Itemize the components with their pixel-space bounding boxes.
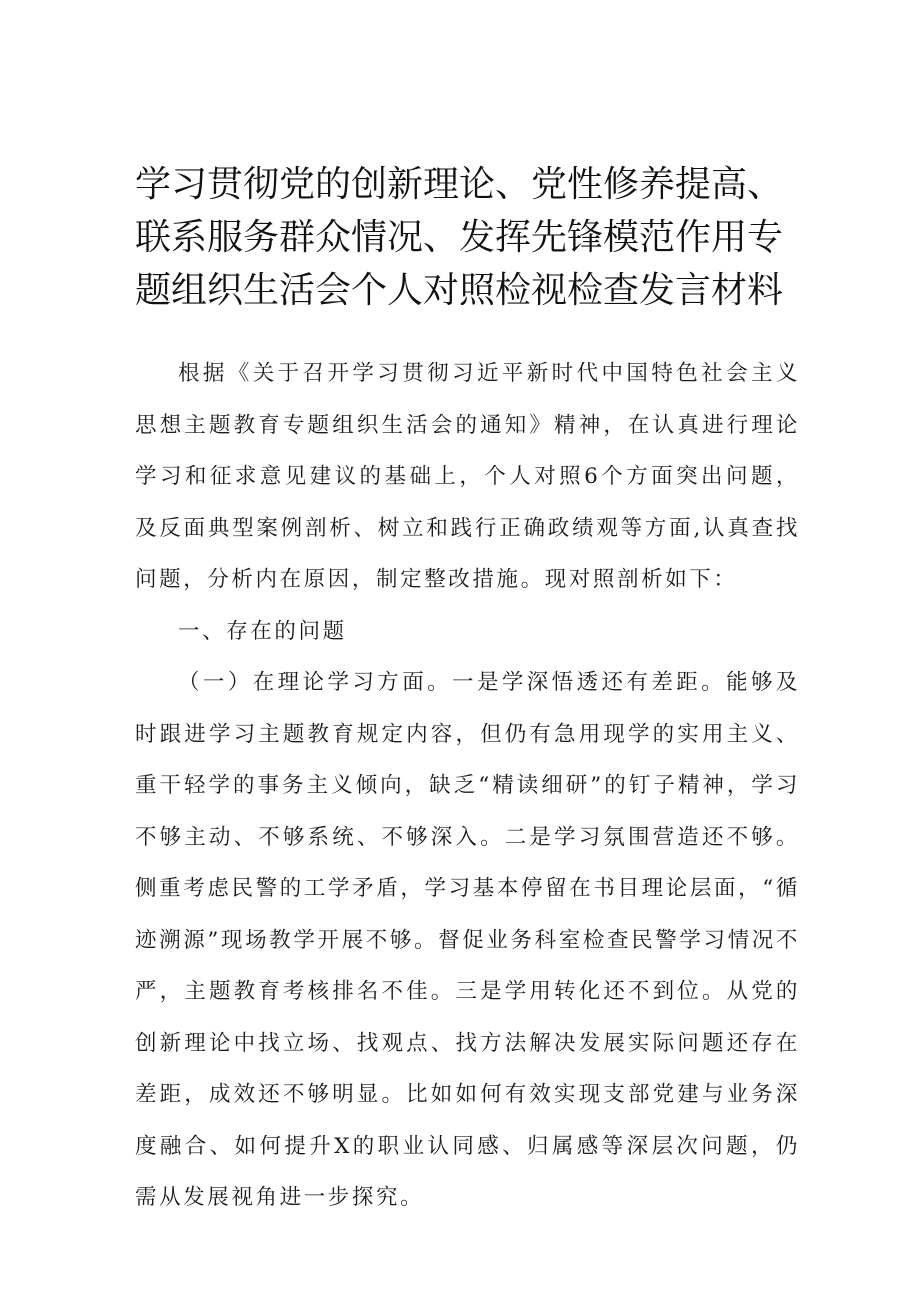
theory-study-paragraph: （一）在理论学习方面。一是学深悟透还有差距。能够及时跟进学习主题教育规定内容，但仍有急用现学的实用主义、重干轻学的事务主义倾向，缺乏“精读细研”的钉子精神，学习不够主动、不够系统、不够深入。二是学习氛围营造还不够。侧重考虑民警的工学矛盾，学习基本停留在书目理论层面，“循迹溯源”现场教学开展不够。督促业务科室检查民警学习情况不严，主题教育考核排名不佳。三是学用转化还不到位。从党的创新理论中找立场、找观点、找方法解决发展实际问题还存在差距，成效还不够明显。比如如何有效实现支部党建与业务深度融合、如何提升X的职业认同感、归属感等深层次问题，仍需从发展视角进一步探究。: [135, 670, 800, 1210]
document-title: 学习贯彻党的创新理论、党性修养提高、联系服务群众情况、发挥先锋模范作用专题组织生活会个人对照检视检查发言材料: [135, 164, 784, 311]
intro-paragraph: 根据《关于召开学习贯彻习近平新时代中国特色社会主义思想主题教育专题组织生活会的通知》精神，在认真进行理论学习和征求意见建议的基础上，个人对照6个方面突出问题，及反面典型案例剖析、树立和践行正确政绩观等方面,认真查找问题，分析内在原因，制定整改措施。现对照剖析如下：: [135, 361, 800, 592]
document-body: [135, 348, 800, 1224]
section-heading: 一、存在的问题: [178, 618, 347, 644]
